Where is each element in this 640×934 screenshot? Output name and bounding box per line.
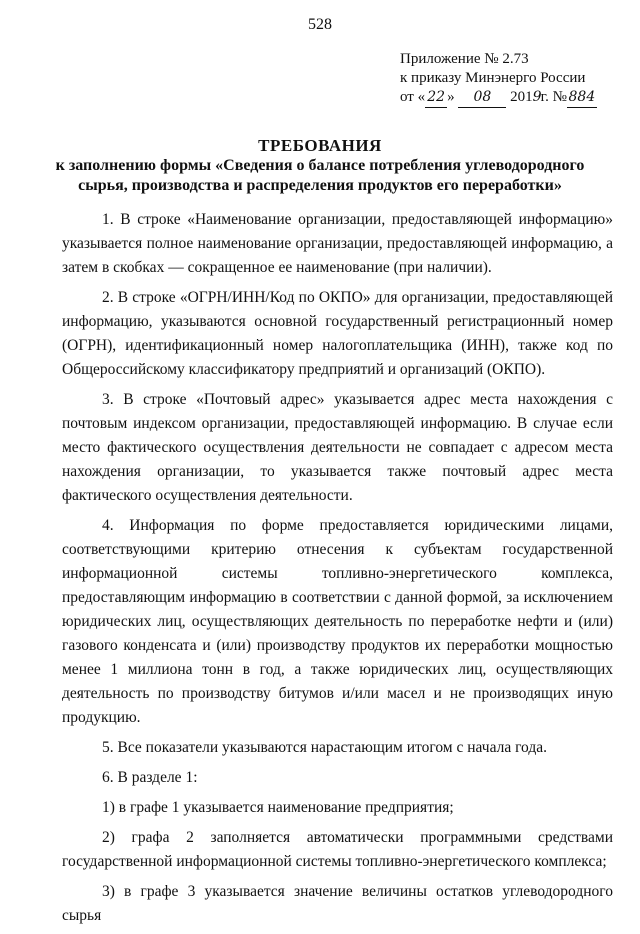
document-heading [40,136,600,196]
paragraph: 5. Все показатели указываются нарастающим итогом с начала года. [102,739,547,756]
paragraph: 3. В строке «Почтовый адрес» указывается адрес места нахождения с почтовым индексом организации, предоставляющей информацию. В случае если место фактического осуществления деятельности не совпадает с адресом места нахождения организации, то указывается также почтовый адрес места фактического осуществления деятельности. [62,391,613,504]
handwritten-month: 08 [458,88,506,108]
handwritten-year-digit: 9 [532,89,542,105]
paragraph: 6. В разделе 1: [102,769,198,786]
paragraph: 2) графа 2 заполняется автоматически программными средствами государственной информационной системы топливно-энергетического комплекса; [62,829,613,870]
paragraph: 3) в графе 3 указывается значение величины остатков углеводородного сырья [62,883,613,924]
page-number: 528 [308,16,332,33]
heading-subtitle-line1: к заполнению формы «Сведения о балансе потребления углеводородного [55,157,585,174]
appendix-title: Приложение № 2.73 [400,51,529,67]
appendix-order-ref: к приказу Минэнерго России [400,70,586,86]
heading-subtitle-line2: сырья, производства и распределения продуктов его переработки» [78,177,562,194]
paragraph: 4. Информация по форме предоставляется юридическими лицами, соответствующими критерию отнесения к субъектам государственной информационной системы топливно-энергетического комплекса, предоставляющим информацию в соответствии с данной формой, за исключением юридических лиц, осуществляющих деятельность по переработке нефти и (или) газового конденсата и (или) производству продуктов их переработки мощностью менее 1 миллиона тонн в год, а также юридических лиц, осуществляющих деятельность по производству битумов и/или масел и не производящих иную продукцию. [62,517,613,726]
year-suffix-text: г. № [540,89,567,105]
appendix-date-number [400,88,630,108]
handwritten-order-number: 884 [567,88,597,108]
paragraph: 2. В строке «ОГРН/ИНН/Код по ОКПО» для организации, предоставляющей информацию, указываются основной государственный регистрационный номер (ОГРН), идентификационный номер налогоплательщика (ИНН), также код по Общероссийскому классификатору предприятий и организаций (ОКПО). [62,289,613,378]
document-body [62,208,613,934]
appendix-block [400,50,630,108]
paragraph: 1) в графе 1 указывается наименование предприятия; [102,799,454,816]
day-close-quote: » [447,89,455,105]
handwritten-day: 22 [425,88,447,108]
heading-title: ТРЕБОВАНИЯ [258,136,382,155]
from-prefix: от « [400,89,426,105]
paragraph: 1. В строке «Наименование организации, предоставляющей информацию» указывается полное наименование организации, предоставляющей информацию, а затем в скобках — сокращенное ее наименование (при наличии). [62,211,613,276]
year-prefix: 201 [510,89,533,105]
